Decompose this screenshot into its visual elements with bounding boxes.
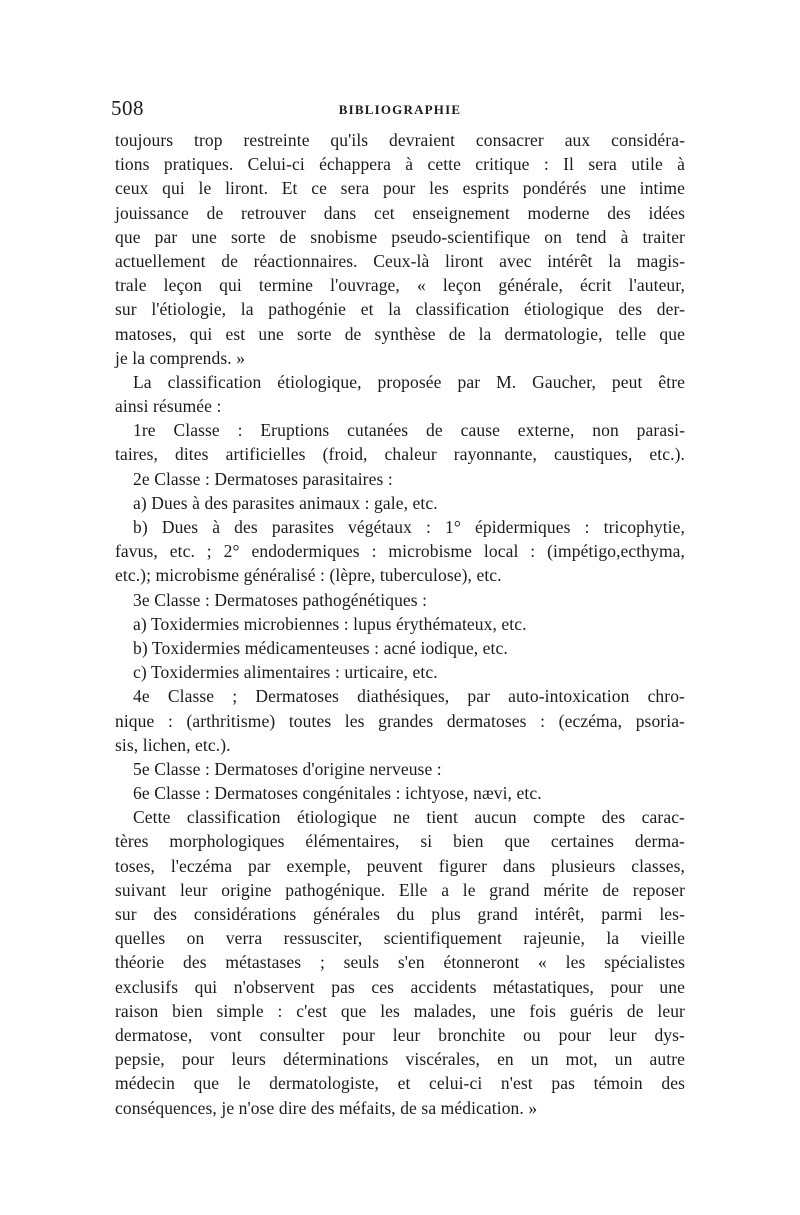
text-line: 4e Classe ; Dermatoses diathésiques, par auto-intoxication chro- (133, 686, 685, 707)
text-line: taires, dites artificielles (froid, chaleur rayonnante, caustiques, etc.). (115, 444, 685, 465)
text-line: a) Dues à des parasites animaux : gale, etc. (133, 492, 438, 513)
text-line: exclusifs qui n'observent pas ces accidents métastatiques, pour une (115, 976, 685, 997)
text-line: 3e Classe : Dermatoses pathogénétiques : (133, 589, 428, 610)
text-line: médecin que le dermatologiste, et celui-ci n'est pas témoin des (115, 1073, 685, 1094)
text-line: 6e Classe : Dermatoses congénitales : ichtyose, nævi, etc. (133, 783, 542, 804)
text-line: 2e Classe : Dermatoses parasitaires : (133, 468, 393, 489)
text-line: dermatose, vont consulter pour leur bronchite ou pour leur dys- (115, 1024, 685, 1045)
text-line: actuellement de réactionnaires. Ceux-là liront avec intérêt la magis- (115, 250, 685, 271)
page-number: 508 (111, 96, 144, 120)
text-line: quelles on verra ressusciter, scientifiquement rajeunie, la vieille (115, 928, 685, 949)
body-text (115, 128, 685, 1120)
text-line: toujours trop restreinte qu'ils devraient consacrer aux considéra- (115, 130, 685, 150)
text-line: b) Toxidermies médicamenteuses : acné iodique, etc. (133, 637, 508, 658)
text-line: matoses, qui est une sorte de synthèse de la dermatologie, telle que (115, 323, 685, 344)
text-line: La classification étiologique, proposée par M. Gaucher, peut être (133, 371, 685, 392)
text-line: tères morphologiques élémentaires, si bien que certaines derma- (115, 831, 685, 852)
text-line: favus, etc. ; 2° endodermiques : microbisme local : (impétigo,ecthyma, (115, 541, 685, 562)
text-line: raison bien simple : c'est que les malades, une fois guéris de leur (115, 1000, 685, 1021)
text-line: nique : (arthritisme) toutes les grandes dermatoses : (eczéma, psoria- (115, 710, 685, 731)
text-line: sis, lichen, etc.). (115, 734, 231, 755)
text-line: sur l'étiologie, la pathogénie et la classification étiologique des der- (115, 299, 685, 320)
text-line: 5e Classe : Dermatoses d'origine nerveuse : (133, 758, 442, 779)
text-line: tions pratiques. Celui-ci échappera à cette critique : Il sera utile à (115, 154, 685, 175)
running-head: BIBLIOGRAPHIE (338, 102, 462, 117)
text-line: 1re Classe : Eruptions cutanées de cause externe, non parasi- (133, 420, 685, 441)
text-line: sur des considérations générales du plus grand intérêt, parmi les- (115, 904, 685, 924)
text-line: etc.); microbisme généralisé : (lèpre, tuberculose), etc. (115, 565, 502, 586)
text-line: je la comprends. » (115, 347, 246, 368)
text-line: trale leçon qui termine l'ouvrage, « leçon générale, écrit l'auteur, (115, 275, 685, 296)
text-line: suivant leur origine pathogénique. Elle a le grand mérite de reposer (115, 879, 685, 900)
text-line: jouissance de retrouver dans cet enseignement moderne des idées (115, 202, 685, 223)
text-line: conséquences, je n'ose dire des méfaits, de sa médication. » (115, 1097, 538, 1118)
text-line: ceux qui le liront. Et ce sera pour les esprits pondérés une intime (115, 178, 685, 199)
text-line: que par une sorte de snobisme pseudo-scientifique on tend à traiter (115, 226, 685, 247)
text-line: a) Toxidermies microbiennes : lupus érythémateux, etc. (133, 613, 527, 634)
text-line: pepsie, pour leurs déterminations viscérales, en un mot, un autre (115, 1049, 685, 1070)
text-line: b) Dues à des parasites végétaux : 1° épidermiques : tricophytie, (133, 517, 685, 537)
text-line: toses, l'eczéma par exemple, peuvent figurer dans plusieurs classes, (115, 855, 685, 876)
text-line: Cette classification étiologique ne tient aucun compte des carac- (133, 807, 685, 828)
text-line: c) Toxidermies alimentaires : urticaire, etc. (133, 662, 438, 683)
text-line: ainsi résumée : (115, 396, 222, 417)
text-line: théorie des métastases ; seuls s'en étonneront « les spécialistes (115, 952, 685, 973)
